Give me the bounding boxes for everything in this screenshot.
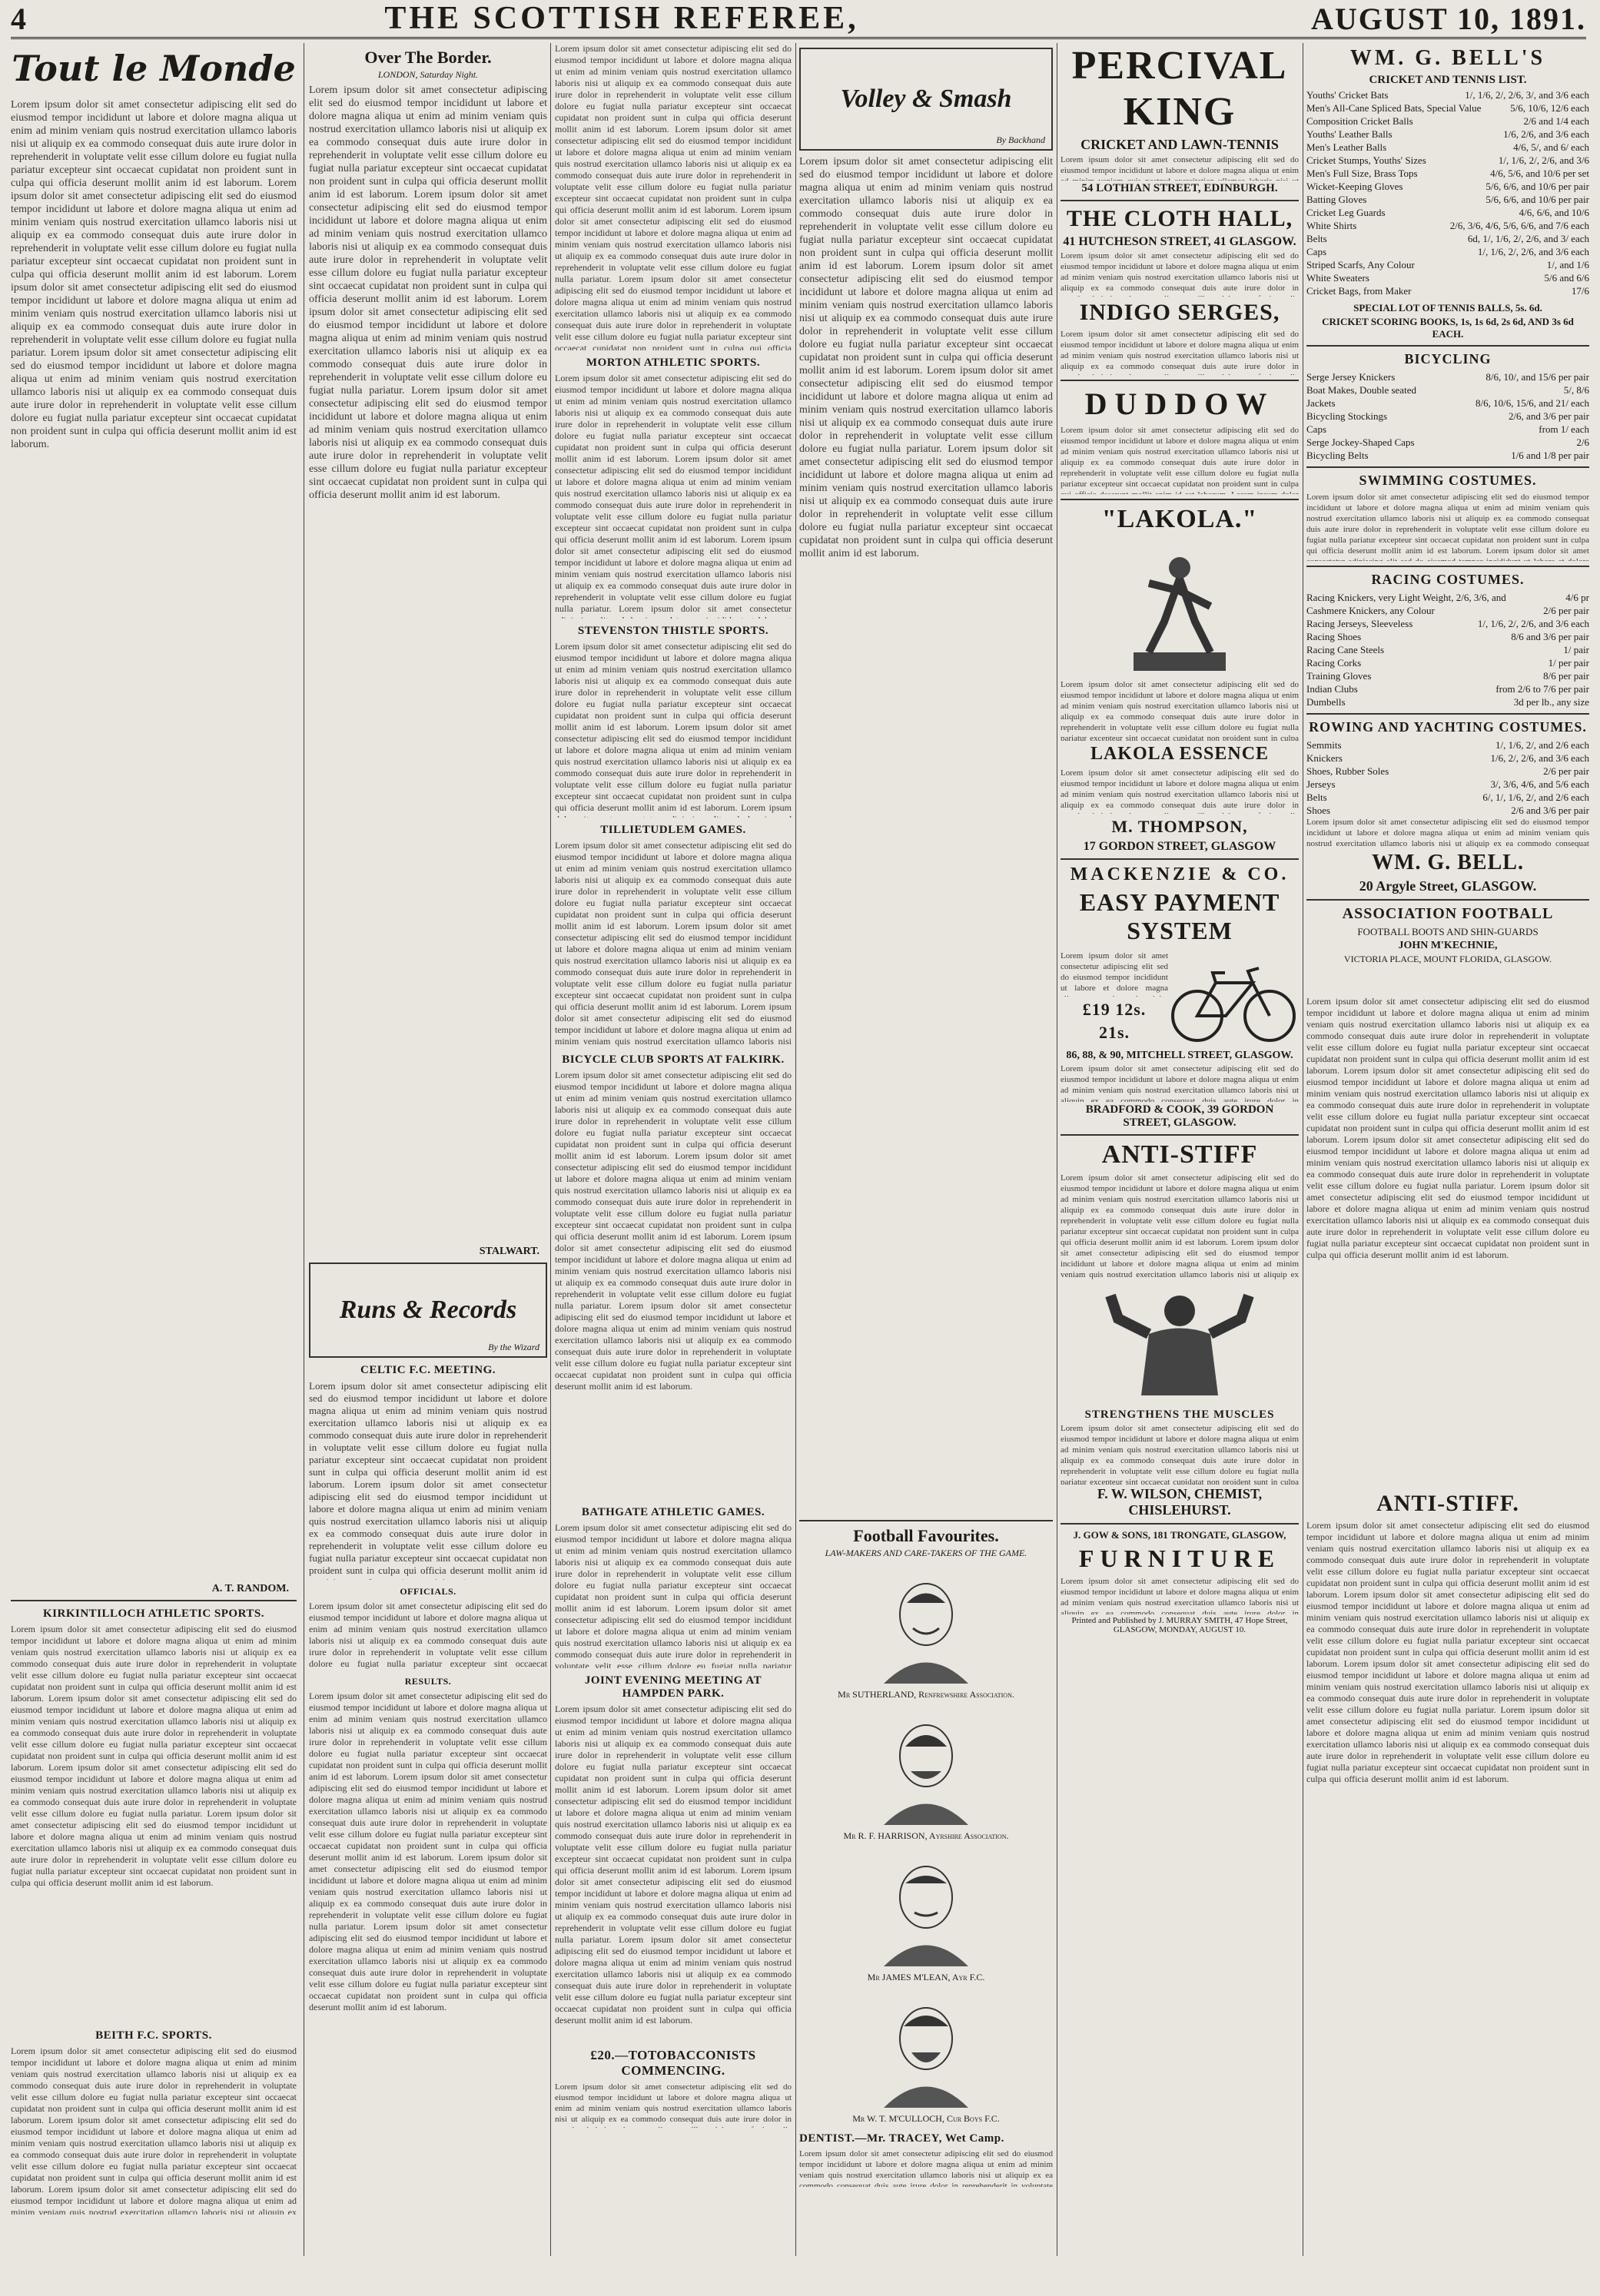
price-value: 2/6, 3/6, 4/6, 5/6, 6/6, and 7/6 each	[1449, 220, 1589, 231]
price-row	[1306, 193, 1589, 206]
divider	[11, 1600, 297, 1601]
lakola-owner: M. THOMPSON,	[1111, 817, 1248, 836]
price-value: 5/6 and 6/6	[1544, 272, 1589, 284]
advert-address: 86, 88, & 90, MITCHELL STREET, GLASGOW.	[1066, 1050, 1293, 1061]
advert-address: 17 GORDON STREET, GLASGOW	[1083, 840, 1276, 853]
rowing-heading: ROWING AND YACHTING COSTUMES.	[1309, 719, 1587, 735]
issue-date: AUGUST 10, 1891.	[1311, 2, 1586, 36]
price-value: 1/, 1/6, 2/, 2/6, 3/, and 3/6 each	[1465, 89, 1589, 101]
bell-advert-title: WM. G. BELL'S	[1349, 46, 1546, 70]
price-value: 1/ pair	[1563, 644, 1589, 655]
price-value: 2/6 per pair	[1543, 765, 1589, 777]
percival-king-name: PERCIVAL KING	[1071, 44, 1288, 134]
price-item: Composition Cricket Balls	[1306, 115, 1413, 127]
tout-le-monde-logo: Tout le Monde	[12, 48, 296, 89]
association-heading: ASSOCIATION FOOTBALL	[1342, 905, 1554, 922]
section-heading: BEITH F.C. SPORTS.	[95, 2029, 212, 2042]
article-body	[555, 1522, 792, 1668]
rowing-price-list	[1306, 738, 1589, 817]
price-value: 1/6 and 1/8 per pair	[1511, 450, 1589, 461]
racing-price-list	[1306, 591, 1589, 708]
article-body	[555, 43, 792, 350]
price-item: Cricket Stumps, Youths' Sizes	[1306, 154, 1426, 166]
advert-body	[1061, 1423, 1299, 1485]
price-row	[1306, 101, 1589, 114]
price-value: 1/, 1/6, 2/, 2/6, and 3/6	[1498, 154, 1589, 166]
section-subheading: LAW-MAKERS AND CARE-TAKERS OF THE GAME.	[825, 1548, 1027, 1558]
price-value: 2/6 per pair	[1543, 605, 1589, 616]
portrait-caption: Mr SUTHERLAND, Renfrewshire Association.	[838, 1689, 1014, 1700]
racing-heading: RACING COSTUMES.	[1371, 572, 1525, 587]
advert-body	[1061, 951, 1168, 997]
price-item: Racing Shoes	[1306, 631, 1362, 642]
section-heading: Football Favourites.	[853, 1526, 999, 1545]
column-2	[309, 43, 547, 2256]
column-6	[1306, 43, 1589, 2256]
price-value: 1/, 1/6, 2/, and 2/6 each	[1495, 739, 1589, 751]
price-item: Training Gloves	[1306, 670, 1372, 682]
bicycle-price: £19 12s.	[1082, 1000, 1147, 1019]
price-value: 4/6 pr	[1565, 592, 1589, 603]
price-item: Batting Gloves	[1306, 194, 1367, 205]
price-value: 2/6 and 3/6 per pair	[1511, 805, 1589, 816]
section-heading: JOINT EVENING MEETING AT HAMPDEN PARK.	[584, 1674, 762, 1700]
divider	[1061, 858, 1299, 860]
article-signature: A. T. RANDOM.	[211, 1583, 289, 1594]
price-row	[1306, 778, 1589, 791]
portrait-illustration	[799, 1710, 1053, 1829]
price-item: Knickers	[1306, 752, 1343, 764]
price-row	[1306, 383, 1589, 396]
lakola-illustration	[1061, 537, 1299, 679]
price-row	[1306, 738, 1589, 752]
advert-body	[1061, 1173, 1299, 1280]
price-value: 4/6, 5/6, and 10/6 per set	[1490, 168, 1589, 179]
price-item: Caps	[1306, 246, 1326, 257]
newspaper-title: THE SCOTTISH REFEREE,	[384, 1, 859, 36]
price-item: Racing Knickers, very Light Weight, 2/6, 3/6, and	[1306, 592, 1506, 603]
price-row	[1306, 423, 1589, 436]
divider	[1061, 380, 1299, 381]
price-value: 2/6, and 3/6 per pair	[1508, 410, 1589, 422]
price-value: 5/6, 6/6, and 10/6 per pair	[1485, 194, 1589, 205]
price-row	[1306, 206, 1589, 219]
easy-payment-heading: EASY PAYMENT SYSTEM	[1079, 888, 1280, 944]
price-item: Bicycling Belts	[1306, 450, 1369, 461]
price-item: Bicycling Stockings	[1306, 410, 1388, 422]
bicycling-heading: BICYCLING	[1404, 351, 1492, 367]
price-item: Shoes, Rubber Soles	[1306, 765, 1389, 777]
strongman-illustration	[1061, 1280, 1299, 1407]
price-value: 3/, 3/6, 4/6, and 5/6 each	[1490, 778, 1589, 790]
price-row	[1306, 630, 1589, 643]
printer-imprint: Printed and Published by J. MURRAY SMITH, 47 Hope Street, GLASGOW, MONDAY, AUGUST 10.	[1071, 1616, 1288, 1634]
article-body	[555, 373, 792, 619]
price-row	[1306, 752, 1589, 765]
article-body	[555, 641, 792, 818]
dateline: LONDON, Saturday Night.	[377, 69, 479, 80]
article-body	[11, 98, 297, 1581]
price-value: 6/, 1/, 1/6, 2/, and 2/6 each	[1482, 791, 1589, 803]
duddow-name: DUDDOW	[1084, 387, 1275, 421]
price-value: 1/, 1/6, 2/, 2/6, and 3/6 each	[1477, 246, 1589, 257]
divider	[1061, 1523, 1299, 1525]
price-item: Men's All-Cane Spliced Bats, Special Value	[1306, 102, 1482, 114]
price-row	[1306, 258, 1589, 271]
advert-body	[1306, 817, 1589, 848]
article-body	[11, 1624, 297, 2023]
portrait-engraving	[868, 1710, 984, 1825]
advert-body	[1061, 251, 1299, 297]
strongman-icon	[1095, 1280, 1264, 1403]
association-address: VICTORIA PLACE, MOUNT FLORIDA, GLASGOW.	[1343, 954, 1552, 964]
advert-address: 54 LOTHIAN STREET, EDINBURGH.	[1081, 182, 1278, 194]
price-value: 1/, and 1/6	[1546, 259, 1589, 270]
price-row	[1306, 370, 1589, 383]
price-item: Serge Jersey Knickers	[1306, 371, 1396, 383]
price-row	[1306, 410, 1589, 423]
price-row	[1306, 88, 1589, 101]
anti-stiff-col6-heading: ANTI-STIFF.	[1376, 1491, 1519, 1516]
price-value: 1/6, 2/6, and 3/6 each	[1503, 128, 1589, 140]
article-body	[555, 1704, 792, 2042]
price-row	[1306, 219, 1589, 232]
price-row	[1306, 669, 1589, 682]
column-4	[799, 43, 1053, 2256]
section-heading: KIRKINTILLOCH ATHLETIC SPORTS.	[42, 1608, 265, 1620]
price-value: 8/6 and 3/6 per pair	[1511, 631, 1589, 642]
advert-body	[1061, 425, 1299, 494]
advert-heading: £20.—TOTOBACCONISTS COMMENCING.	[590, 2048, 756, 2078]
price-item: Men's Full Size, Brass Tops	[1306, 168, 1418, 179]
banner-title: Runs & Records	[339, 1296, 517, 1324]
price-row	[1306, 591, 1589, 604]
runs-and-records-banner	[309, 1262, 547, 1358]
price-value: 8/6 per pair	[1543, 670, 1589, 682]
price-item: Racing Jerseys, Sleeveless	[1306, 618, 1413, 629]
lakola-heading: "LAKOLA."	[1101, 505, 1258, 533]
lakola-essence-heading: LAKOLA ESSENCE	[1090, 744, 1270, 764]
price-row	[1306, 449, 1589, 462]
price-item: Cricket Bags, from Maker	[1306, 285, 1412, 297]
price-row	[1306, 232, 1589, 245]
association-sub: FOOTBALL BOOTS AND SHIN-GUARDS	[1357, 926, 1539, 937]
section-heading: BATHGATE ATHLETIC GAMES.	[581, 1506, 765, 1518]
association-name: JOHN M'KECHNIE,	[1398, 940, 1498, 951]
divider	[1306, 713, 1589, 715]
price-value: 3d per lb., any size	[1513, 696, 1589, 708]
price-value: 1/6, 2/, 2/6, and 3/6 each	[1490, 752, 1589, 764]
price-row	[1306, 128, 1589, 141]
price-value: 5/6, 10/6, 12/6 each	[1510, 102, 1589, 114]
article-body	[309, 84, 547, 1244]
price-value: 5/, 8/6	[1563, 384, 1589, 396]
price-row	[1306, 154, 1589, 167]
price-row	[1306, 804, 1589, 817]
column-3	[555, 43, 792, 2256]
advert-body	[1306, 996, 1589, 1488]
section-heading: MORTON ATHLETIC SPORTS.	[586, 357, 761, 369]
price-item: Youths' Cricket Bats	[1306, 89, 1389, 101]
article-body	[309, 1601, 547, 1670]
masthead	[11, 0, 1586, 39]
furniture-heading: FURNITURE	[1078, 1544, 1281, 1572]
mackenzie-firm: MACKENZIE & CO.	[1070, 864, 1290, 884]
advert-body	[1061, 329, 1299, 375]
divider	[1306, 899, 1589, 901]
cloth-hall-name: THE CLOTH HALL,	[1066, 206, 1293, 231]
price-value: 17/6	[1571, 285, 1589, 297]
price-value: 2/6 and 1/4 each	[1523, 115, 1589, 127]
price-row	[1306, 765, 1589, 778]
price-item: White Shirts	[1306, 220, 1357, 231]
price-value: from 2/6 to 7/6 per pair	[1495, 683, 1589, 695]
price-value: 8/6, 10/6, 15/6, and 21/ each	[1475, 397, 1589, 409]
divider	[799, 1520, 1053, 1521]
price-row	[1306, 682, 1589, 695]
column-rule	[795, 43, 796, 2256]
article-body	[799, 155, 1053, 1515]
price-value: 8/6, 10/, and 15/6 per pair	[1485, 371, 1589, 383]
column-5	[1061, 43, 1299, 2256]
portrait-engraving	[868, 1992, 984, 2108]
price-value: from 1/ each	[1539, 423, 1589, 435]
banner-title: Volley & Smash	[840, 85, 1012, 113]
article-body	[11, 2045, 297, 2215]
section-heading: BICYCLE CLUB SPORTS AT FALKIRK.	[562, 1053, 785, 1066]
price-row	[1306, 436, 1589, 449]
price-value: 6d, 1/, 1/6, 2/, 2/6, and 3/ each	[1467, 233, 1589, 244]
advert-body	[555, 2082, 792, 2128]
portrait-illustration	[799, 1851, 1053, 1970]
bell-name: WM. G. BELL.	[1372, 851, 1524, 874]
subheading: RESULTS.	[404, 1676, 452, 1687]
advert-body	[1306, 492, 1589, 561]
anti-stiff-seller: F. W. WILSON, CHEMIST, CHISLEHURST.	[1097, 1486, 1263, 1518]
furniture-firm: J. GOW & SONS, 181 TRONGATE, GLASGOW,	[1073, 1529, 1286, 1541]
portrait-engraving	[868, 1568, 984, 1684]
advert-address: 41 HUTCHESON STREET, 41 GLASGOW.	[1063, 235, 1296, 248]
price-row	[1306, 167, 1589, 180]
advert-body	[1061, 1576, 1299, 1614]
price-value: 1/ per pair	[1548, 657, 1589, 669]
anti-stiff-strapline: STRENGTHENS THE MUSCLES	[1084, 1408, 1275, 1421]
price-row	[1306, 180, 1589, 193]
article-body	[555, 840, 792, 1047]
article-signature: STALWART.	[479, 1246, 539, 1257]
price-item: Boat Makes, Double seated	[1306, 384, 1416, 396]
bradford-cook-advert: BRADFORD & COOK, 39 GORDON STREET, GLASGOW.	[1085, 1103, 1274, 1129]
price-item: Wicket-Keeping Gloves	[1306, 181, 1403, 192]
tennis-special: SPECIAL LOT OF TENNIS BALLS, 5s. 6d.	[1353, 302, 1542, 314]
section-heading: CELTIC F.C. MEETING.	[360, 1364, 496, 1376]
divider	[1306, 345, 1589, 347]
bicycling-price-list	[1306, 370, 1589, 462]
bell-address: 20 Argyle Street, GLASGOW.	[1359, 878, 1537, 894]
price-row	[1306, 284, 1589, 297]
divider	[1306, 566, 1589, 567]
swimming-heading: SWIMMING COSTUMES.	[1359, 473, 1537, 488]
subheading: OFFICIALS.	[400, 1586, 456, 1597]
price-row	[1306, 396, 1589, 410]
article-body	[309, 1690, 547, 2256]
monthly-price: 21s.	[1098, 1023, 1130, 1042]
section-heading: Over The Border.	[364, 48, 492, 67]
divider	[1061, 499, 1299, 500]
price-value: 5/6, 6/6, and 10/6 per pair	[1485, 181, 1589, 192]
price-row	[1306, 656, 1589, 669]
indigo-serges-heading: INDIGO SERGES,	[1079, 300, 1280, 325]
bicycle-illustration	[1168, 948, 1299, 1048]
banner-byline: By the Wizard	[488, 1342, 539, 1352]
column-1	[11, 43, 297, 2256]
price-value: 4/6, 6/6, and 10/6	[1519, 207, 1589, 218]
column-rule	[550, 43, 551, 2256]
divider	[1061, 200, 1299, 201]
price-row	[1306, 695, 1589, 708]
price-row	[1306, 791, 1589, 804]
price-row	[1306, 617, 1589, 630]
price-row	[1306, 245, 1589, 258]
price-item: Jerseys	[1306, 778, 1336, 790]
section-heading: STEVENSTON THISTLE SPORTS.	[577, 625, 769, 637]
advert-body	[1306, 1520, 1589, 1827]
portrait-caption: Mr W. T. M'CULLOCH, Cur Boys F.C.	[852, 2113, 1000, 2124]
price-item: Shoes	[1306, 805, 1331, 816]
price-item: Cricket Leg Guards	[1306, 207, 1386, 218]
advert-body	[1061, 154, 1299, 181]
divider	[1061, 1134, 1299, 1136]
price-row	[1306, 271, 1589, 284]
price-item: Serge Jockey-Shaped Caps	[1306, 436, 1415, 448]
price-row	[1306, 141, 1589, 154]
anti-stiff-heading: ANTI-STIFF	[1101, 1140, 1258, 1169]
price-item: Belts	[1306, 791, 1327, 803]
price-item: Semmits	[1306, 739, 1342, 751]
price-item: Belts	[1306, 233, 1327, 244]
advert-body	[1061, 768, 1299, 814]
page-number: 4	[11, 2, 26, 36]
price-item: Indian Clubs	[1306, 683, 1358, 695]
price-item: Dumbells	[1306, 696, 1346, 708]
portrait-engraving	[868, 1851, 984, 1966]
advert-body	[1061, 679, 1299, 741]
advert-line: CRICKET AND LAWN-TENNIS	[1080, 137, 1279, 152]
price-item: Racing Cane Steels	[1306, 644, 1385, 655]
price-item: Caps	[1306, 423, 1326, 435]
advert-body	[1061, 1063, 1299, 1102]
price-item: White Sweaters	[1306, 272, 1369, 284]
portrait-illustration	[799, 1992, 1053, 2112]
portrait-caption: Mr R. F. HARRISON, Ayrshire Association.	[843, 1830, 1009, 1841]
portrait-caption: Mr JAMES M'LEAN, Ayr F.C.	[867, 1972, 985, 1982]
article-body	[555, 1070, 792, 1500]
scoring-books: CRICKET SCORING BOOKS, 1s, 1s 6d, 2s 6d, AND 3s 6d EACH.	[1322, 316, 1574, 340]
price-item: Men's Leather Balls	[1306, 141, 1387, 153]
price-value: 2/6	[1576, 436, 1589, 448]
price-value: 1/, 1/6, 2/, 2/6, and 3/6 each	[1477, 618, 1589, 629]
bell-advert-subtitle: CRICKET AND TENNIS LIST.	[1369, 74, 1527, 86]
advert-body	[799, 2148, 1053, 2187]
price-row	[1306, 604, 1589, 617]
athlete-statue-icon	[1103, 537, 1256, 675]
banner-byline: By Backhand	[996, 134, 1045, 145]
price-item: Striped Scarfs, Any Colour	[1306, 259, 1415, 270]
divider	[1306, 466, 1589, 468]
cricket-price-list	[1306, 88, 1589, 297]
price-row	[1306, 643, 1589, 656]
price-item: Cashmere Knickers, any Colour	[1306, 605, 1435, 616]
price-value: 4/6, 5/, and 6/ each	[1513, 141, 1589, 153]
price-item: Racing Corks	[1306, 657, 1362, 669]
price-item: Youths' Leather Balls	[1306, 128, 1393, 140]
section-heading: TILLIETUDLEM GAMES.	[600, 824, 746, 836]
portrait-illustration	[799, 1568, 1053, 1687]
price-item: Jackets	[1306, 397, 1336, 409]
article-body	[309, 1380, 547, 1580]
volley-and-smash-banner	[799, 48, 1053, 151]
price-row	[1306, 114, 1589, 128]
dentist-advert-heading: DENTIST.—Mr. TRACEY, Wet Camp.	[799, 2132, 1004, 2145]
